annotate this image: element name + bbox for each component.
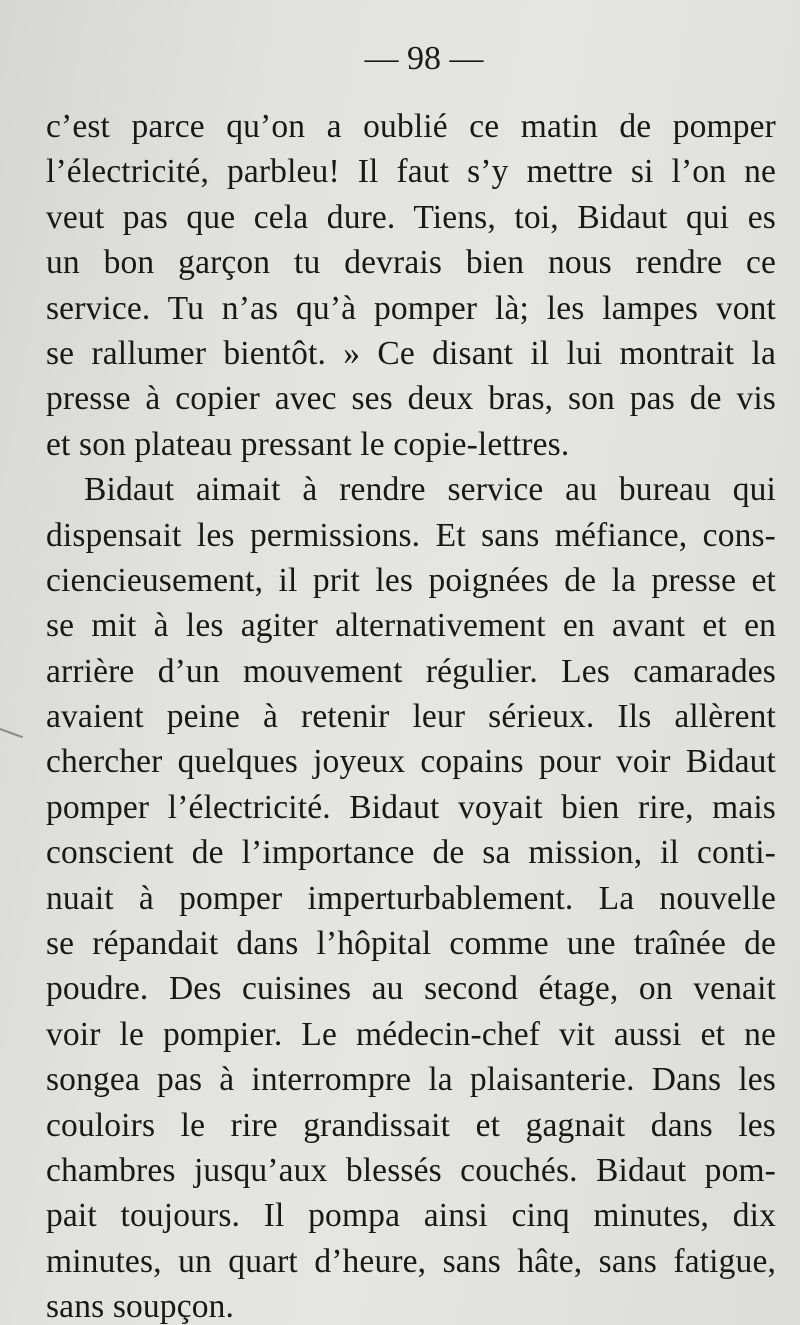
text-line: sans soupçon.: [46, 1288, 235, 1325]
text-line: nuait à pomper imperturbablement. La nouvelle: [46, 879, 776, 917]
text-line: songea pas à interrompre la plaisanterie. Dans les: [46, 1061, 776, 1099]
text-line: ciencieusement, il prit les poignées de la presse et: [46, 561, 776, 599]
text-line: veut pas que cela dure. Tiens, toi, Bidaut qui es: [46, 198, 776, 236]
text-line: dispensait les permissions. Et sans méfiance, cons-: [46, 516, 776, 554]
text-line: presse à copier avec ses deux bras, son pas de vis: [46, 380, 776, 418]
text-line: arrière d’un mouvement régulier. Les camarades: [46, 652, 776, 690]
body-text: [46, 104, 776, 1325]
text-line: pomper l’électricité. Bidaut voyait bien rire, mais: [46, 788, 776, 826]
text-line: chambres jusqu’aux blessés couchés. Bidaut pom-: [46, 1151, 776, 1189]
text-line: se rallumer bientôt. » Ce disant il lui montrait la: [46, 334, 776, 372]
text-line: voir le pompier. Le médecin-chef vit aussi et ne: [46, 1015, 776, 1053]
text-line: pait toujours. Il pompa ainsi cinq minutes, dix: [46, 1197, 776, 1235]
text-line: avaient peine à retenir leur sérieux. Ils allèrent: [46, 698, 776, 736]
text-line: Bidaut aimait à rendre service au bureau qui: [84, 471, 776, 509]
text-line: c’est parce qu’on a oublié ce matin de pomper: [46, 108, 776, 145]
text-line: chercher quelques joyeux copains pour voir Bidaut: [46, 743, 776, 781]
text-line: service. Tu n’as qu’à pomper là; les lampes vont: [46, 289, 776, 327]
text-line: minutes, un quart d’heure, sans hâte, sans fatigue,: [46, 1242, 776, 1280]
text-line: poudre. Des cuisines au second étage, on venait: [46, 970, 776, 1008]
text-line: l’électricité, parbleu! Il faut s’y mettre si l’on ne: [46, 153, 776, 191]
margin-mark: [0, 728, 23, 738]
text-line: se répandait dans l’hôpital comme une traînée de: [46, 925, 776, 963]
text-line: couloirs le rire grandissait et gagnait dans les: [46, 1106, 776, 1144]
text-line: et son plateau pressant le copie-lettres.: [46, 425, 570, 463]
text-line: conscient de l’importance de sa mission, il conti-: [46, 834, 776, 872]
page-number: — 98 —: [364, 40, 484, 77]
text-line: se mit à les agiter alternativement en avant et en: [46, 607, 776, 645]
text-line: un bon garçon tu devrais bien nous rendre ce: [46, 244, 776, 282]
